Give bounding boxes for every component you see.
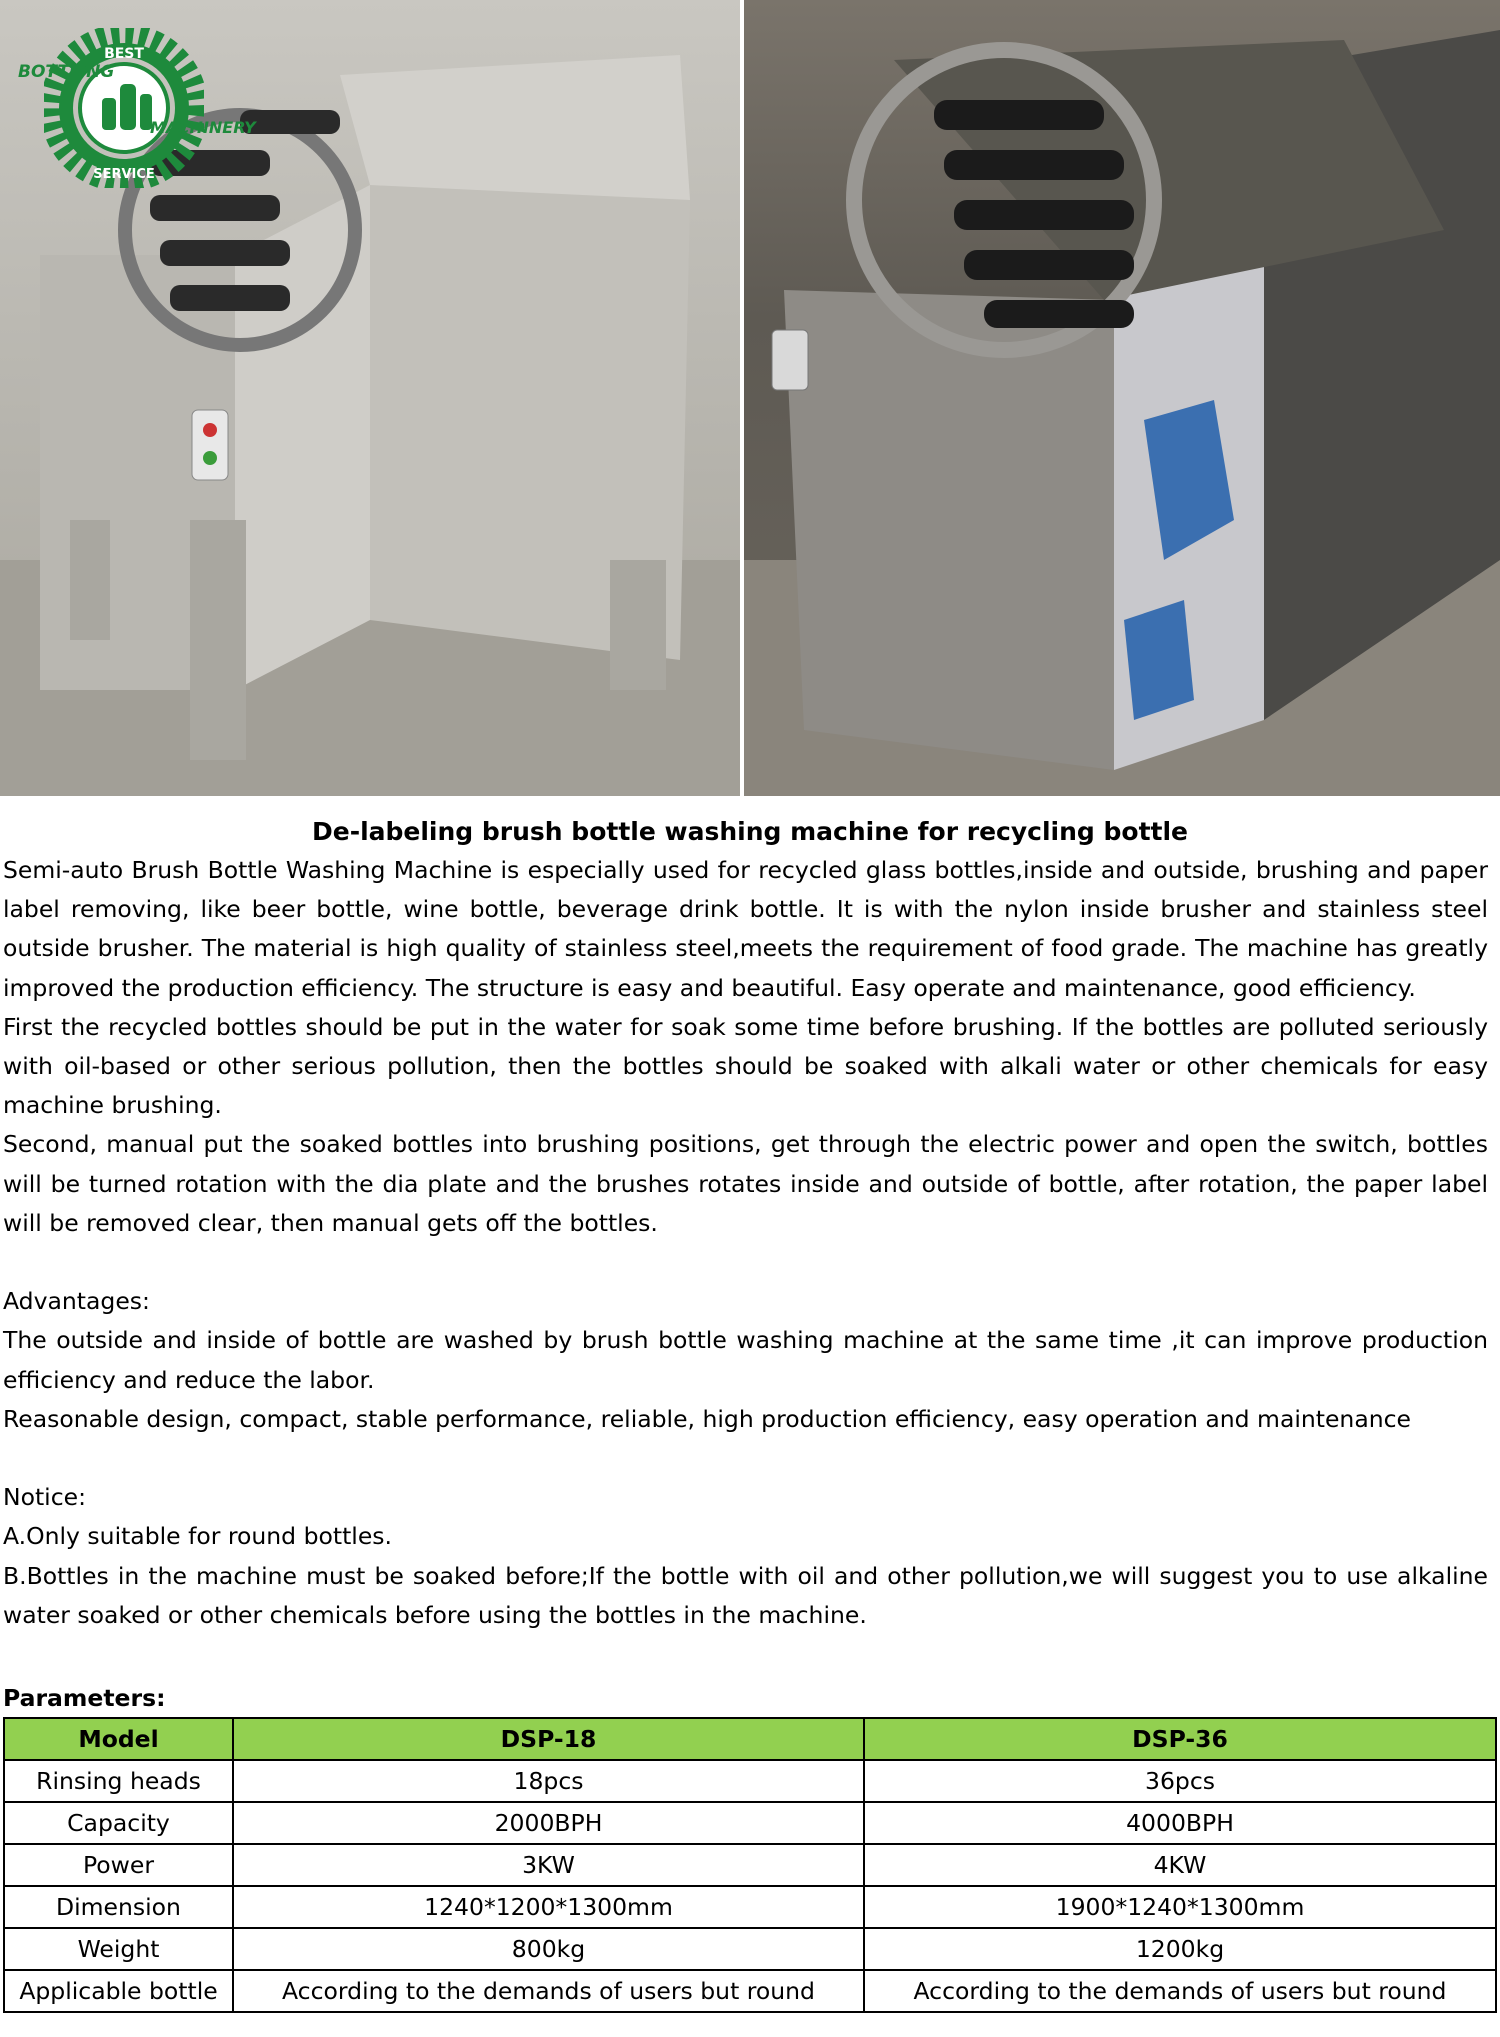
description-paragraph-3: Second, manual put the soaked bottles into brushing positions, get through the electric power and open the switch, bottles will be turned rotation with the dia plate and the brushes rotates inside and outside of bottle, after rotation, the paper label will be removed clear, then manual gets off the bottles. [3, 1130, 1488, 1237]
advantages-heading: Advantages: [3, 1287, 150, 1316]
notice-item: A.Only suitable for round bottles. [3, 1522, 392, 1551]
description-paragraph-1: Semi-auto Brush Bottle Washing Machine is especially used for recycled glass bottles,inside and outside, brushing and paper label removing, like beer bottle, wine bottle, beverage drink bottle. It is with the nylon inside brusher and stainless steel outside brusher. The material is high quality of stainless steel,meets the requirement of food grade. The machine has greatly improved the production efficiency. The structure is easy and beautiful. Easy operate and maintenance, good efficiency. [3, 856, 1488, 1002]
logo-bottom-text: SERVICE [93, 167, 155, 182]
table-header-cell: DSP-36 [864, 1718, 1496, 1760]
table-header-cell: Model [4, 1718, 233, 1760]
logo-top-text: BEST [104, 46, 144, 62]
parameters-heading: Parameters: [3, 1684, 166, 1712]
table-cell: 1240*1200*1300mm [233, 1886, 864, 1928]
table-row [4, 1970, 1496, 2012]
description-paragraph-2: First the recycled bottles should be put in the water for soak some time before brushing. If the bottles are polluted seriously with oil-based or other serious pollution, then the bottles should be soaked with alkali water or other chemicals for easy machine brushing. [3, 1012, 1488, 1120]
advantages-item: The outside and inside of bottle are washed by brush bottle washing machine at the same time ,it can improve production efficiency and reduce the labor. [3, 1326, 1488, 1394]
logo-left-text: BOTTLING [18, 62, 115, 82]
product-photos [0, 0, 1500, 796]
table-cell: Weight [4, 1928, 233, 1970]
table-cell: Applicable bottle [4, 1970, 233, 2012]
table-cell: 36pcs [864, 1760, 1496, 1802]
parameters-table [3, 1717, 1497, 2013]
table-cell: 3KW [233, 1844, 864, 1886]
advantages-item: Reasonable design, compact, stable performance, reliable, high production efficiency, easy operation and maintenance [3, 1404, 1412, 1433]
table-row [4, 1886, 1496, 1928]
table-cell: 4KW [864, 1844, 1496, 1886]
notice-item: B.Bottles in the machine must be soaked before;If the bottle with oil and other pollution,we will suggest you to use alkaline water soaked or other chemicals before using the bottles in the machine. [3, 1561, 1488, 1629]
logo-right-text: MACHINERY [150, 118, 256, 137]
table-cell: 800kg [233, 1928, 864, 1970]
table-cell: According to the demands of users but round [864, 1970, 1496, 2012]
table-cell: 4000BPH [864, 1802, 1496, 1844]
table-cell: According to the demands of users but round [233, 1970, 864, 2012]
table-cell: 18pcs [233, 1760, 864, 1802]
table-cell: Capacity [4, 1802, 233, 1844]
left-machine-photo [0, 0, 740, 796]
table-header-cell: DSP-18 [233, 1718, 864, 1760]
table-row [4, 1928, 1496, 1970]
page-title: De-labeling brush bottle washing machine for recycling bottle [311, 817, 1189, 846]
table-row [4, 1844, 1496, 1886]
table-cell: 1200kg [864, 1928, 1496, 1970]
table-cell: 2000BPH [233, 1802, 864, 1844]
table-cell: 1900*1240*1300mm [864, 1886, 1496, 1928]
table-cell: Dimension [4, 1886, 233, 1928]
description-section [3, 851, 1488, 1635]
table-cell: Power [4, 1844, 233, 1886]
table-row [4, 1760, 1496, 1802]
table-row [4, 1802, 1496, 1844]
right-machine-photo [744, 0, 1500, 796]
notice-heading: Notice: [3, 1483, 86, 1512]
table-header-row [4, 1718, 1496, 1760]
company-logo [44, 28, 204, 188]
table-cell: Rinsing heads [4, 1760, 233, 1802]
